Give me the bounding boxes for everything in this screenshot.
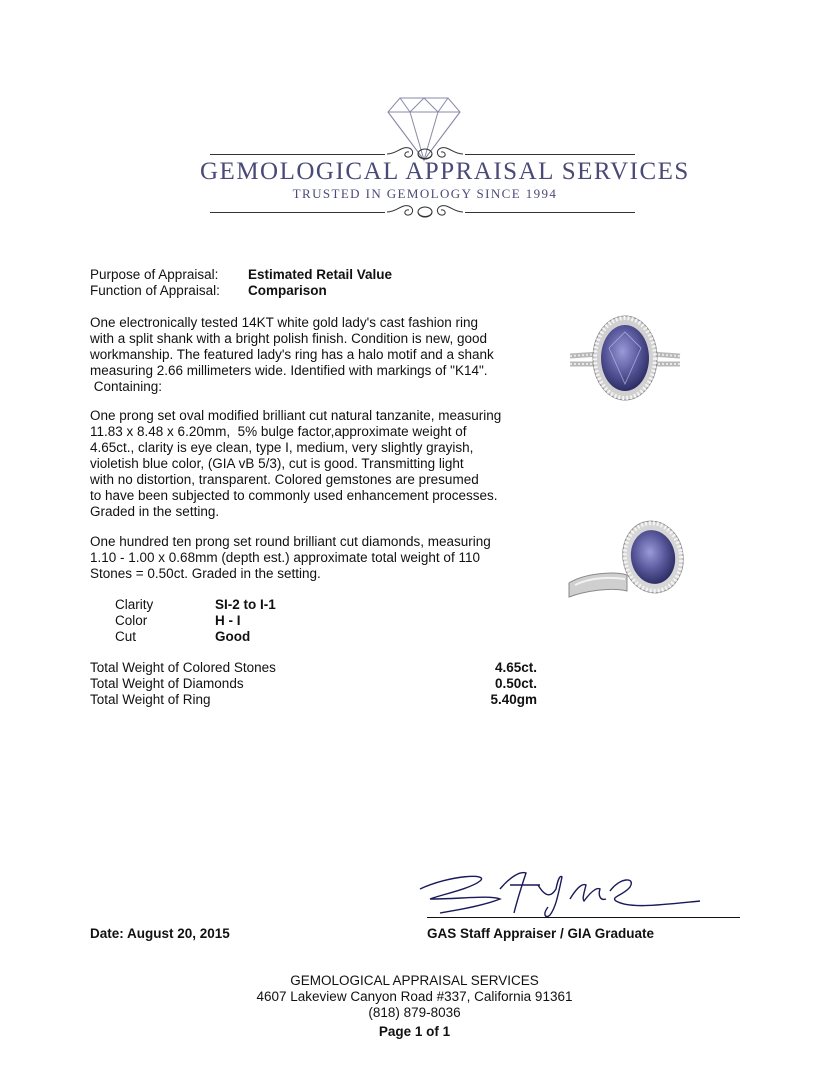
- paragraph-line: with a split shank with a bright polish finish. Condition is new, good: [90, 331, 487, 346]
- grading-label: Color: [115, 613, 148, 628]
- page-number: Page 1 of 1: [378, 1024, 451, 1039]
- totals-label: Total Weight of Diamonds: [90, 676, 244, 691]
- paragraph-line: One hundred ten prong set round brilliant cut diamonds, measuring: [90, 534, 491, 549]
- totals-value: 5.40gm: [490, 692, 537, 707]
- grading-table: [115, 597, 276, 645]
- ring-photo-top: [565, 298, 685, 418]
- totals-row: [90, 692, 537, 708]
- totals-row: [90, 660, 537, 676]
- ring-photo-side: [565, 515, 695, 615]
- diamonds-description-paragraph: [90, 534, 520, 582]
- appraisal-date: Date: August 20, 2015: [90, 926, 230, 941]
- totals-label: Total Weight of Colored Stones: [90, 660, 276, 675]
- paragraph-line: Stones = 0.50ct. Graded in the setting.: [90, 566, 321, 581]
- paragraph-line: workmanship. The featured lady's ring has a halo motif and a shank: [90, 347, 494, 362]
- company-name: GEMOLOGICAL APPRAISAL SERVICES: [200, 158, 690, 185]
- ring-description-paragraph: [90, 315, 520, 395]
- paragraph-line: to have been subjected to commonly used enhancement processes.: [90, 488, 498, 503]
- grading-label: Clarity: [115, 597, 154, 612]
- signature-line: [427, 917, 740, 918]
- paragraph-line: One electronically tested 14KT white gold lady's cast fashion ring: [90, 315, 479, 330]
- grading-row: [115, 597, 276, 613]
- appraiser-title: GAS Staff Appraiser / GIA Graduate: [427, 926, 655, 941]
- paragraph-line: Graded in the setting.: [90, 504, 220, 519]
- grading-value: H - I: [215, 613, 241, 628]
- paragraph-line: One prong set oval modified brilliant cut natural tanzanite, measuring: [90, 408, 502, 423]
- totals-table: [90, 660, 537, 708]
- paragraph-line: Containing:: [90, 379, 163, 394]
- paragraph-line: 4.65ct., clarity is eye clean, type I, medium, very slightly grayish,: [90, 440, 474, 455]
- function-value: Comparison: [248, 283, 327, 298]
- totals-row: [90, 676, 537, 692]
- paragraph-line: with no distortion, transparent. Colored gemstones are presumed: [90, 472, 479, 487]
- totals-label: Total Weight of Ring: [90, 692, 211, 707]
- purpose-label: Purpose of Appraisal:: [90, 267, 219, 282]
- header-top-line-right: [465, 154, 635, 155]
- ornament-scroll-icon: [385, 201, 465, 223]
- function-label: Function of Appraisal:: [90, 283, 220, 298]
- footer-address: 4607 Lakeview Canyon Road #337, California 91361: [256, 989, 573, 1004]
- footer-company: GEMOLOGICAL APPRAISAL SERVICES: [290, 973, 539, 988]
- grading-value: Good: [215, 629, 251, 644]
- company-tagline: TRUSTED IN GEMOLOGY SINCE 1994: [292, 186, 558, 201]
- header-top-line-left: [210, 154, 385, 155]
- signature-graphic: [410, 855, 740, 925]
- paragraph-line: 11.83 x 8.48 x 6.20mm, 5% bulge factor,approximate weight of: [90, 424, 467, 439]
- header-bottom-line-right: [465, 212, 635, 213]
- totals-value: 4.65ct.: [494, 660, 537, 675]
- grading-row: [115, 613, 276, 629]
- grading-label: Cut: [115, 629, 137, 644]
- paragraph-line: violetish blue color, (GIA vB 5/3), cut is good. Transmitting light: [90, 456, 464, 471]
- grading-row: [115, 629, 276, 645]
- footer-phone: (818) 879-8036: [368, 1005, 461, 1020]
- tanzanite-description-paragraph: [90, 408, 520, 520]
- header-bottom-line-left: [210, 212, 385, 213]
- purpose-value: Estimated Retail Value: [248, 267, 393, 282]
- grading-value: SI-2 to I-1: [215, 597, 276, 612]
- totals-value: 0.50ct.: [494, 676, 537, 691]
- paragraph-line: measuring 2.66 millimeters wide. Identified with markings of "K14".: [90, 363, 488, 378]
- paragraph-line: 1.10 - 1.00 x 0.68mm (depth est.) approximate total weight of 110: [90, 550, 480, 565]
